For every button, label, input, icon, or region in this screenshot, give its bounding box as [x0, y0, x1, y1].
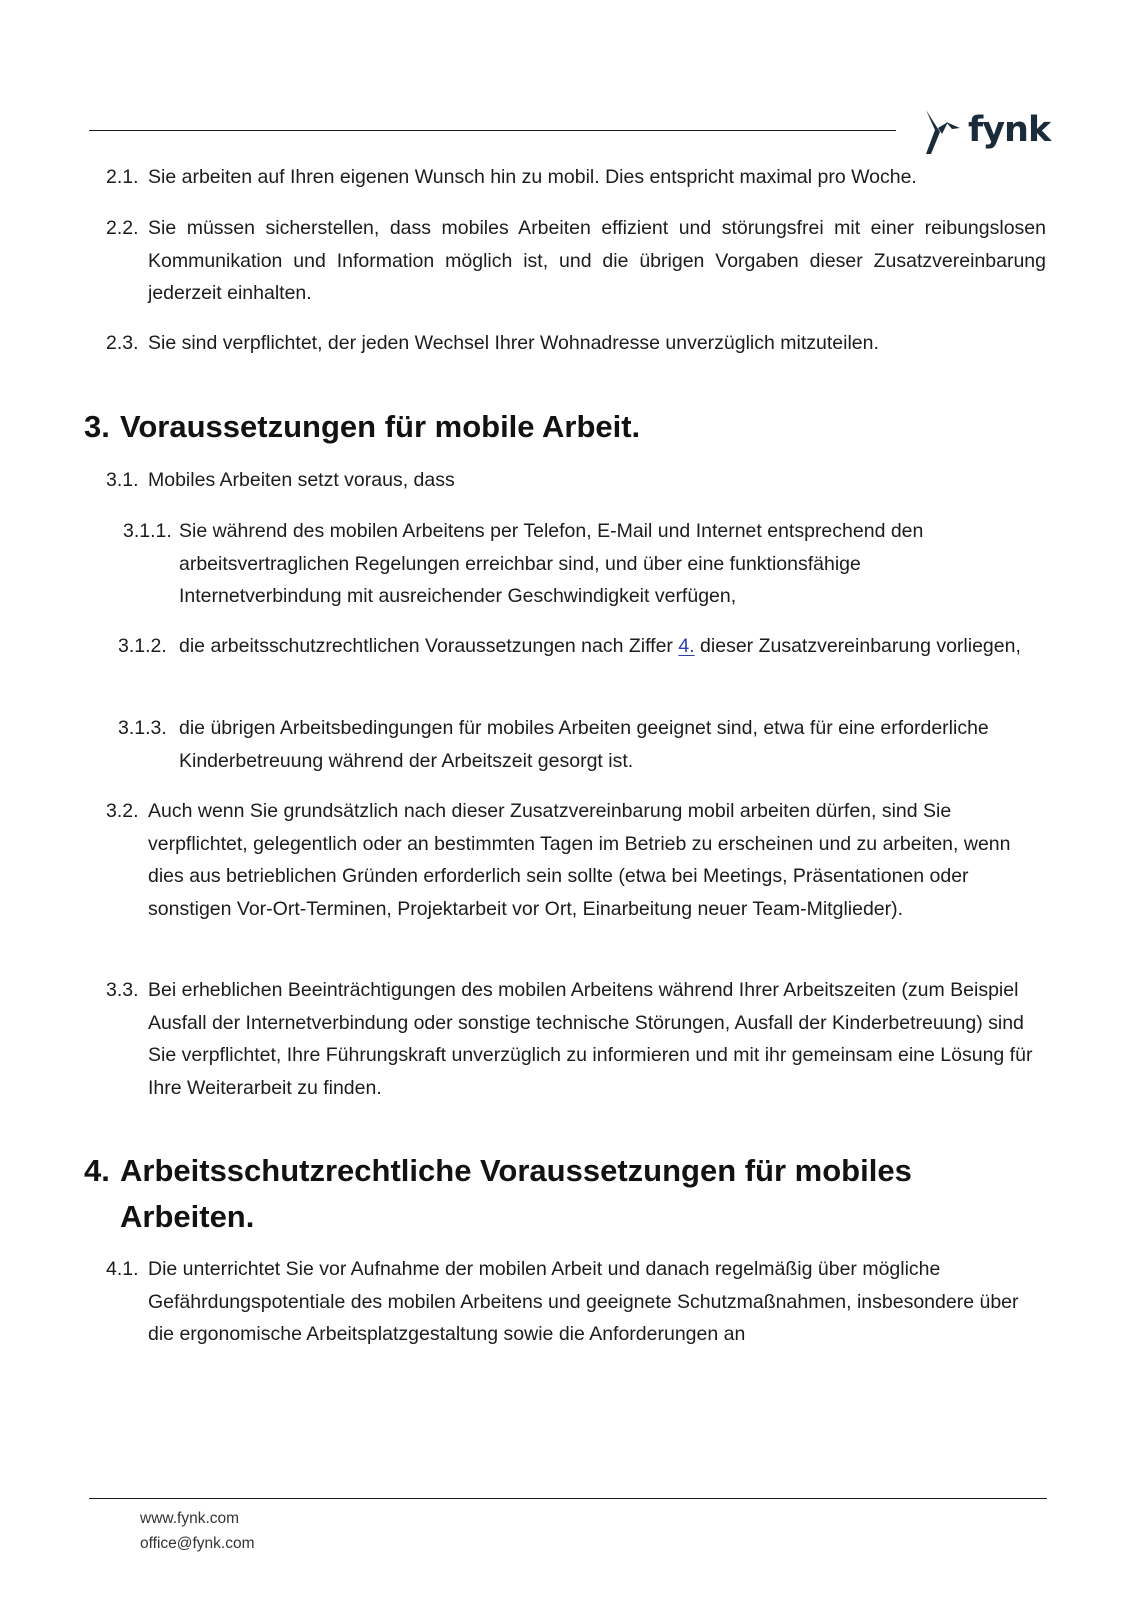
clause-3-1-3: [118, 712, 1023, 777]
clause-3-1: [106, 464, 1046, 497]
section-title: Arbeitsschutzrechtliche Voraussetzungen für mobiles Arbeiten.: [120, 1153, 912, 1234]
clause-number: 3.3.: [106, 979, 139, 1001]
section-number: 4.: [84, 1153, 110, 1188]
clause-number: 3.1.3.: [118, 717, 167, 739]
section-4-heading: [84, 1148, 944, 1240]
fynk-logo: [918, 104, 1050, 160]
clause-text: die übrigen Arbeitsbedingungen für mobiles Arbeiten geeignet sind, etwa für eine erforderliche Kinderbetreuung während der Arbeitszeit gesorgt ist.: [179, 717, 989, 772]
clause-number: 3.1.1.: [123, 520, 172, 542]
footer-divider: [89, 1498, 1047, 1499]
fynk-bird-icon: [918, 108, 962, 156]
clause-text: Sie arbeiten auf Ihren eigenen Wunsch hin zu mobil. Dies entspricht maximal pro Woche.: [148, 166, 917, 188]
footer-website[interactable]: www.fynk.com: [140, 1510, 240, 1527]
clause-3-1-1: [123, 515, 1023, 613]
clause-text: Sie sind verpflichtet, der jeden Wechsel Ihrer Wohnadresse unverzüglich mitzuteilen.: [148, 332, 879, 354]
clause-text-after: dieser Zusatzvereinbarung vorliegen,: [694, 635, 1021, 657]
logo-wordmark: fynk: [968, 109, 1051, 150]
clause-number: 3.1.2.: [118, 635, 167, 657]
clause-number: 3.2.: [106, 800, 139, 822]
section-3-heading: [84, 404, 1044, 450]
clause-text: Mobiles Arbeiten setzt voraus, dass: [148, 469, 455, 491]
clause-4-1: [106, 1253, 1046, 1351]
clause-text: Bei erheblichen Beeinträchtigungen des mobilen Arbeitens während Ihrer Arbeitszeiten (zum Beispiel Ausfall der Internetverbindung oder sonstige technische Störungen, Ausfall der Kinderbetreuung) sind Sie verpflichtet, Ihre Führungskraft unverzüglich zu informieren und mit ihr gemeinsam eine Lösung für Ihre Weiterarbeit zu finden.: [148, 979, 1033, 1100]
section-4-link[interactable]: 4.: [678, 635, 695, 657]
clause-text: [179, 630, 1023, 663]
header-divider: [89, 130, 896, 131]
clause-text: Auch wenn Sie grundsätzlich nach dieser Zusatzvereinbarung mobil arbeiten dürfen, sind Sie verpflichtet, gelegentlich oder an bestimmten Tagen im Betrieb zu erscheinen und zu arbeiten, wenn dies aus betrieblichen Gründen erforderlich sein sollte (etwa bei Meetings, Präsentationen oder sonstigen Vor-Ort-Terminen, Projektarbeit vor Ort, Einarbeitung neuer Team-Mitglieder).: [148, 800, 1011, 921]
clause-text-before: die arbeitsschutzrechtlichen Voraussetzungen nach Ziffer: [179, 635, 679, 657]
clause-3-1-2: [118, 630, 1023, 663]
clause-text: Sie müssen sicherstellen, dass mobiles Arbeiten effizient und störungsfrei mit einer reibungslosen Kommunikation und Information möglich ist, und die übrigen Vorgaben dieser Zusatzvereinbarung jederzeit einhalten.: [148, 217, 1046, 305]
clause-text: Sie während des mobilen Arbeitens per Telefon, E-Mail und Internet entsprechend den arbeitsvertraglichen Regelungen erreichbar sind, und über eine funktionsfähige Internetverbindung mit ausreichender Geschwindigkeit verfügen,: [179, 520, 924, 608]
clause-number: 2.2.: [106, 217, 139, 239]
clause-2-1: [106, 161, 1046, 194]
clause-number: 3.1.: [106, 469, 139, 491]
clause-2-3: [106, 327, 1046, 360]
footer-email[interactable]: office@fynk.com: [140, 1535, 255, 1552]
clause-2-2: [106, 212, 1046, 310]
clause-3-3: [106, 974, 1046, 1105]
section-number: 3.: [84, 409, 110, 444]
clause-text: Die unterrichtet Sie vor Aufnahme der mobilen Arbeit und danach regelmäßig über mögliche Gefährdungspotentiale des mobilen Arbeitens und geeignete Schutzmaßnahmen, insbesondere über die ergonomische Arbeitsplatzgestaltung sowie die Anforderungen an: [148, 1258, 1019, 1346]
section-title: Voraussetzungen für mobile Arbeit.: [120, 409, 641, 444]
clause-number: 2.1.: [106, 166, 139, 188]
clause-number: 2.3.: [106, 332, 139, 354]
clause-number: 4.1.: [106, 1258, 139, 1280]
clause-3-2: [106, 795, 1046, 926]
